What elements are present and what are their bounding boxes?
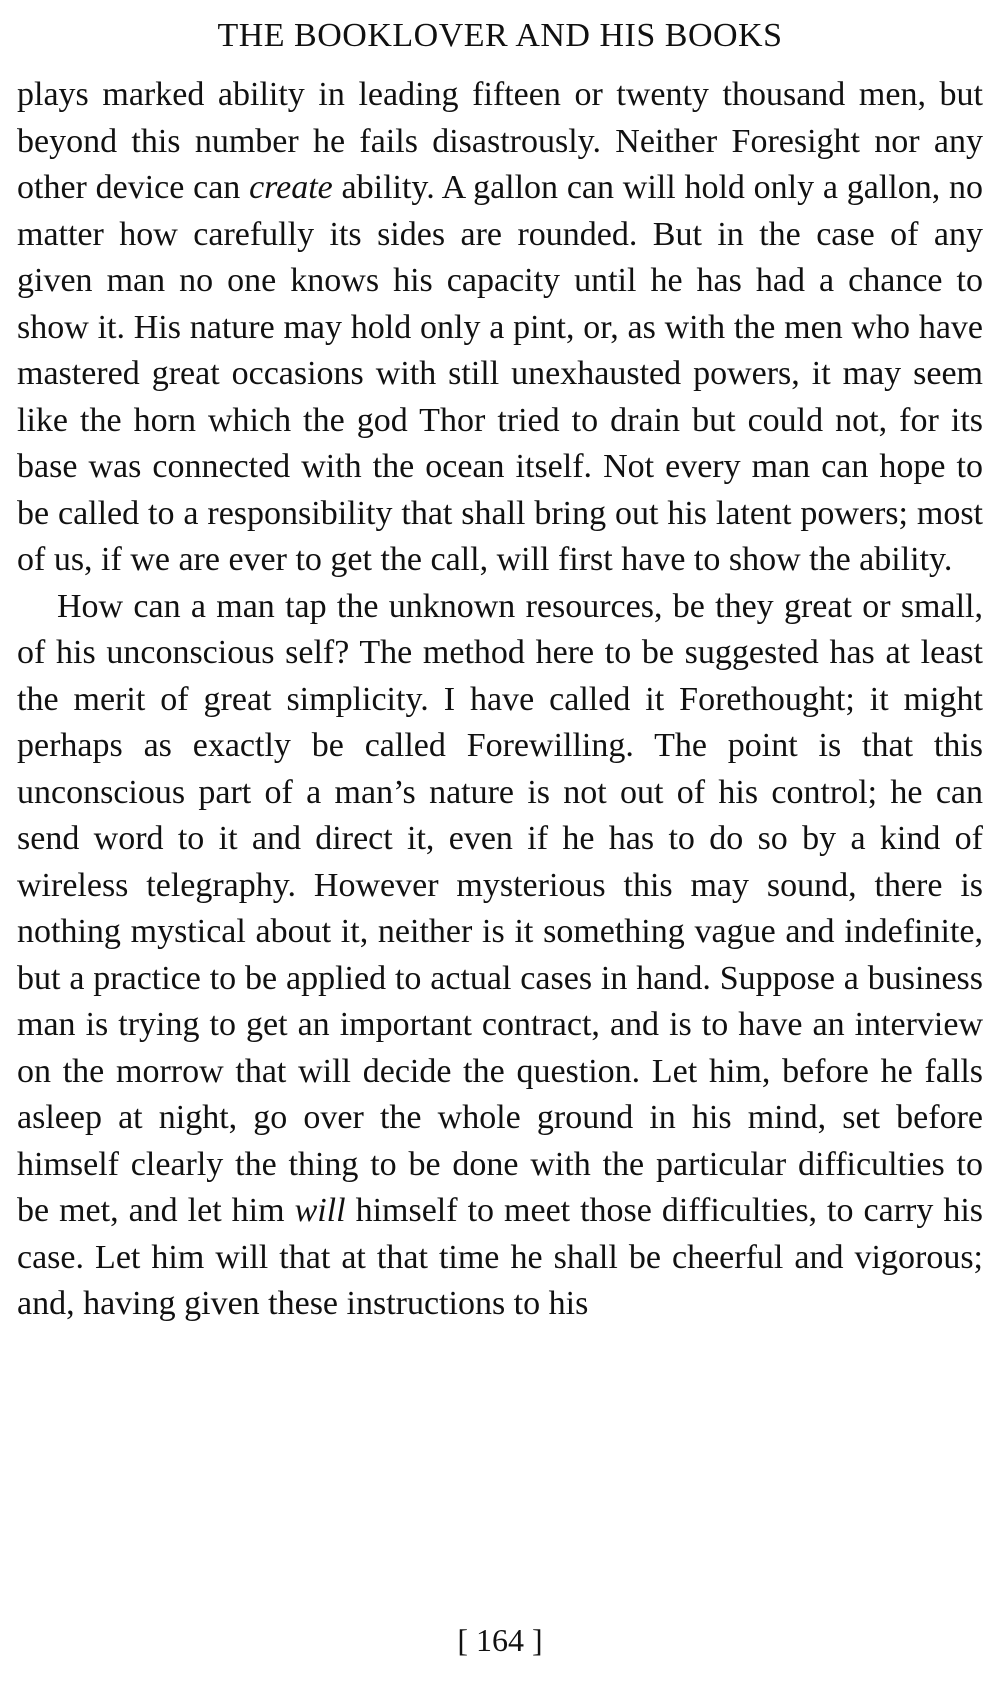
paragraph-text: himself to meet those difficulties, to carry his case. Let him will that at that time he shall be cheerful and vigorous; and, having given these instructions to his	[17, 1192, 984, 1322]
paragraph-text: plays marked ability in leading fifteen or twenty thousand men, but beyond this number he fails disastrously. Neither Foresight nor any other device can	[17, 76, 983, 206]
body-text	[17, 72, 983, 1328]
paragraph-text: ability. A gallon can will hold only a gallon, no matter how carefully its sides are rounded. But in the case of any given man no one knows his capacity until he has had a chance to show it. His nature may hold only a pint, or, as with the men who have mastered great occasions with still unexhausted powers, it may seem like the horn which the god Thor tried to drain but could not, for its base was connected with the ocean itself. Not every man can hope to be called to a responsibility that shall bring out his latent powers; most of us, if we are ever to get the call, will first have to show the ability.	[17, 169, 983, 578]
paragraph-text: How can a man tap the unknown resources, be they great or small, of his unconscious self? The method here to be suggested has at least the merit of great simplicity. I have called it Forethought; it might perhaps as exactly be called Forewilling. The point is that this unconscious part of a man’s nature is not out of his control; he can send word to it and direct it, even if he has to do so by a kind of wireless telegraphy. However mysterious this may sound, there is nothing mystical about it, neither is it something vague and indefinite, but a practice to be applied to actual cases in hand. Suppose a business man is trying to get an important contract, and is to have an interview on the morrow that will decide the question. Let him, before he falls asleep at night, go over the whole ground in his mind, set before himself clearly the thing to be done with the particular difficulties to be met, and let him	[17, 587, 983, 1229]
paragraph-1	[17, 72, 983, 584]
book-page	[17, 0, 984, 1658]
italic-word-will: will	[294, 1192, 346, 1229]
running-head: THE BOOKLOVER AND HIS BOOKS	[217, 17, 783, 54]
italic-word-create: create	[249, 169, 333, 206]
paragraph-2	[17, 584, 983, 1328]
page-number: [ 164 ]	[457, 1622, 543, 1658]
